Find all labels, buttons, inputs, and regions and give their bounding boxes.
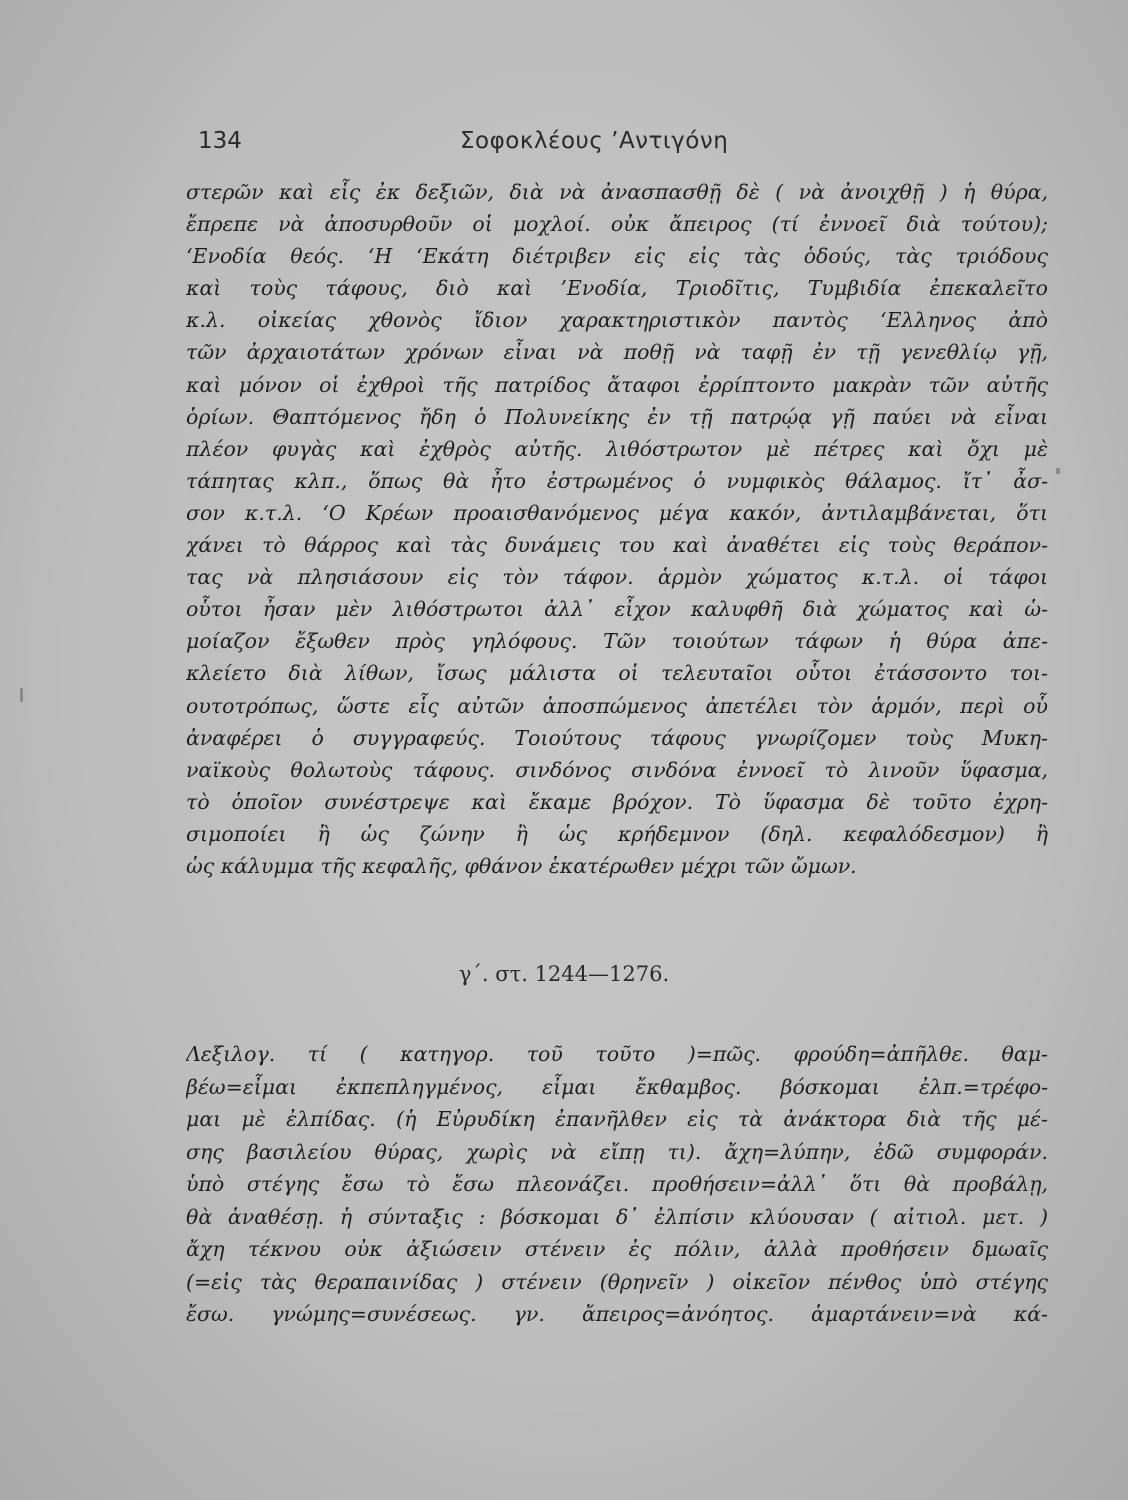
text-line: κ.λ. οἰκείας χθονὸς ἴδιον χαρακτηριστικὸν παντὸς ‘Ελληνος ἀπὸ (186, 308, 1048, 333)
text-line: (=εἰς τὰς θεραπαινίδας ) στένειν (θρηνεῖν ) οἰκεῖον πένθος ὑπὸ στέγης (186, 1269, 1048, 1294)
text-line: σον κ.τ.λ. ‘Ο Κρέων προαισθανόμενος μέγα κακόν, ἀντιλαμβάνεται, ὅτι (186, 500, 1048, 525)
text-line: καὶ μόνον οἱ ἐχθροὶ τῆς πατρίδος ἄταφοι ἐρρίπτοντο μακρὰν τῶν αὐτῆς (186, 372, 1048, 397)
text-line: ουτοτρόπως, ὥστε εἷς αὐτῶν ἀποσπώμενος ἀπετέλει τὸν ἁρμόν, περὶ οὗ (186, 693, 1048, 718)
text-line: Λεξιλογ. τί ( κατηγορ. τοῦ τοῦτο )=πῶς. φρούδη=ἀπῆλθε. θαμ- (186, 1042, 1048, 1066)
text-line: μοίαζον ἔξωθεν πρὸς γηλόφους. Τῶν τοιούτων τάφων ἡ θύρα ἀπε- (186, 629, 1048, 654)
text-line: βέω=εἶμαι ἐκπεπληγμένος, εἶμαι ἔκθαμβος. βόσκομαι ἐλπ.=τρέφο- (186, 1074, 1048, 1099)
text-line: ὁρίων. Θαπτόμενος ἤδη ὁ Πολυνείκης ἐν τῇ πατρῴᾳ γῇ παύει νὰ εἶναι (186, 404, 1048, 429)
text-line: ἔσω. γνώμης=συνέσεως. γν. ἄπειρος=ἀνόητος. ἁμαρτάνειν=νὰ κά- (186, 1302, 1048, 1326)
text-line: ναϊκοὺς θολωτοὺς τάφους. σινδόνος σινδόνα ἐννοεῖ τὸ λινοῦν ὕφασμα, (186, 757, 1048, 782)
commentary-paragraph (186, 176, 1048, 882)
text-line: ἄχη τέκνου οὐκ ἀξιώσειν στένειν ἐς πόλιν, ἀλλὰ προθήσειν δμωαῖς (186, 1237, 1048, 1261)
text-line: οὗτοι ἦσαν μὲν λιθόστρωτοι ἀλλ᾽ εἶχον καλυφθῆ διὰ χώματος καὶ ὡ- (186, 597, 1048, 622)
text-line: τας νὰ πλησιάσουν εἰς τὸν τάφον. ἁρμὸν χώματος κ.τ.λ. οἱ τάφοι (186, 565, 1048, 590)
running-title: Σοφοκλέους ’Αντιγόνη (460, 128, 729, 154)
text-line: πλέον φυγὰς καὶ ἐχθρὸς αὐτῆς. λιθόστρωτον μὲ πέτρες καὶ ὄχι μὲ (186, 436, 1048, 461)
text-line: ἀναφέρει ὁ συγγραφεύς. Τοιούτους τάφους γνωρίζομεν τοὺς Μυκη- (186, 725, 1048, 750)
text-line: καὶ τοὺς τάφους, διὸ καὶ ’Ενοδία, Τριοδῖτις, Τυμβιδία ἐπεκαλεῖτο (186, 276, 1048, 301)
text-line: σης βασιλείου θύρας, χωρὶς νὰ εἴπῃ τι). ἄχη=λύπην, ἐδῶ συμφοράν. (186, 1139, 1048, 1164)
text-line: ὑπὸ στέγης ἔσω τὸ ἔσω πλεονάζει. προθήσειν=ἀλλ᾽ ὅτι θὰ προβάλῃ, (186, 1172, 1048, 1196)
text-line: τάπητας κλπ., ὅπως θὰ ἦτο ἐστρωμένος ὁ νυμφικὸς θάλαμος. ἴτ᾽ ἆσ- (186, 468, 1048, 493)
text-line: ‘Ενοδία θεός. ‘Η ‘Εκάτη διέτριβεν εἰς εἰς τὰς ὁδούς, τὰς τριόδους (186, 244, 1048, 269)
section-heading (0, 962, 1128, 986)
page-number: 134 (198, 128, 242, 154)
section-heading-text: γ΄. στ. 1244—1276. (458, 962, 670, 986)
page-edge-mark (1056, 468, 1060, 474)
text-line: σιμοποίει ἢ ὡς ζώνην ἢ ὡς κρήδεμνον (δηλ. κεφαλόδεσμον) ἢ (186, 821, 1048, 846)
text-line: χάνει τὸ θάρρος καὶ τὰς δυνάμεις του καὶ ἀναθέτει εἰς τοὺς θεράπον- (186, 533, 1048, 558)
text-line: στερῶν καὶ εἷς ἐκ δεξιῶν, διὰ νὰ ἀνασπασθῇ δὲ ( νὰ ἀνοιχθῇ ) ἡ θύρα, (186, 180, 1048, 204)
text-line: μαι μὲ ἐλπίδας. (ἡ Εὐρυδίκη ἐπανῆλθεν εἰς τὰ ἀνάκτορα διὰ τῆς μέ- (186, 1107, 1048, 1131)
text-line: θὰ ἀναθέσῃ. ἡ σύνταξις : βόσκομαι δ᾽ ἐλπίσιν κλύουσαν ( αἰτιολ. μετ. ) (186, 1204, 1048, 1229)
lexicon-paragraph (186, 1038, 1048, 1331)
text-line: τὸ ὁποῖον συνέστρεψε καὶ ἔκαμε βρόχον. Τὸ ὕφασμα δὲ τοῦτο ἐχρη- (186, 789, 1048, 814)
page-edge-mark (20, 688, 23, 702)
text-line: ὡς κάλυμμα τῆς κεφαλῆς, φθάνον ἑκατέρωθεν μέχρι τῶν ὤμων. (186, 853, 857, 878)
text-line: τῶν ἀρχαιοτάτων χρόνων εἶναι νὰ ποθῇ νὰ ταφῇ ἐν τῇ γενεθλίῳ γῇ, (186, 340, 1048, 365)
text-line: κλείετο διὰ λίθων, ἴσως μάλιστα οἱ τελευταῖοι οὗτοι ἐτάσσοντο τοι- (186, 661, 1048, 686)
page-header (198, 128, 958, 168)
text-line: ἔπρεπε νὰ ἀποσυρθοῦν οἱ μοχλοί. οὐκ ἄπειρος (τί ἐννοεῖ διὰ τούτου); (186, 212, 1048, 237)
